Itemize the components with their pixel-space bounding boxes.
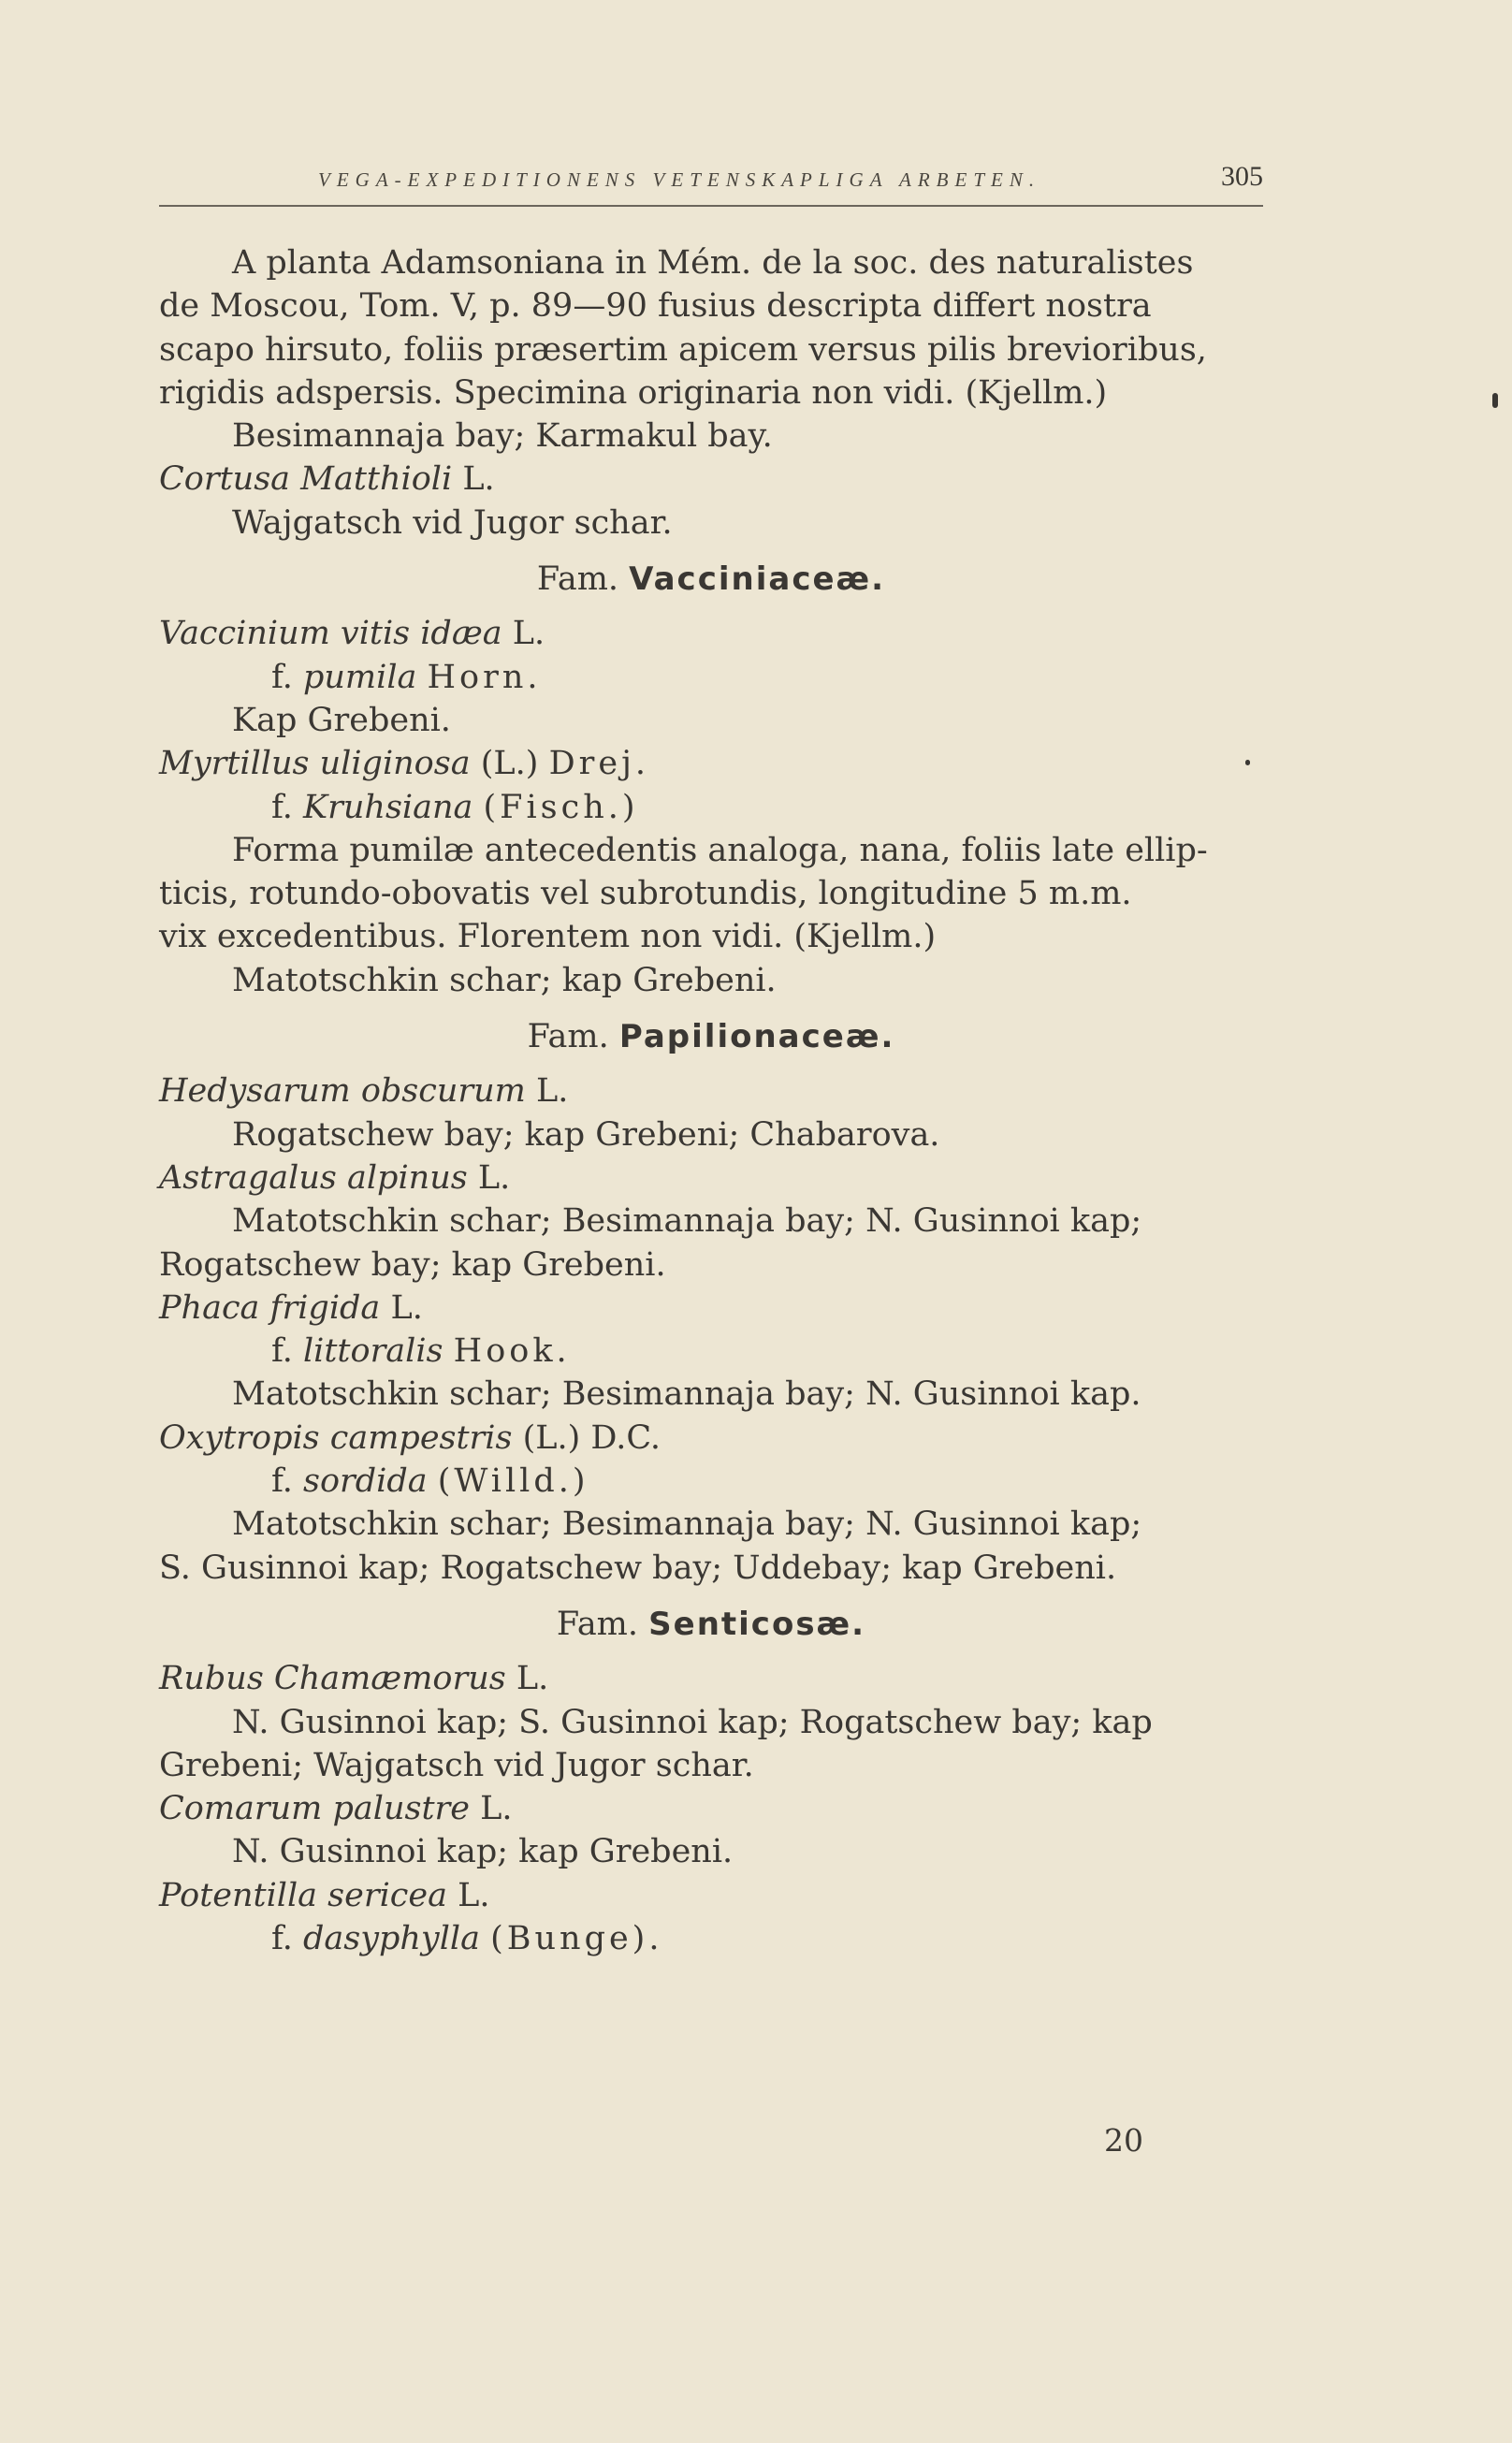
page-number: 305 — [1221, 161, 1263, 192]
species-name: Oxytropis campestris — [159, 1418, 513, 1457]
locality-line: Matotschkin schar; Besimannaja bay; N. Gusinnoi kap; — [232, 1202, 1142, 1241]
form-entry — [159, 786, 1263, 829]
species-entry — [159, 612, 1263, 655]
family-heading — [159, 1015, 1263, 1058]
species-entry — [159, 1417, 1263, 1460]
paragraph-line: rigidis adspersis. Specimina originaria non vidi. (Kjellm.) — [159, 373, 1108, 412]
paragraph-line: A planta Adamsoniana in Mém. de la soc. des naturalistes — [232, 244, 1194, 282]
species-entry — [159, 742, 1263, 785]
paragraph-line: scapo hirsuto, foliis præsertim apicem versus pilis brevioribus, — [159, 330, 1207, 369]
locality-line: Rogatschew bay; kap Grebeni; Chabarova. — [232, 1115, 940, 1154]
species-author: L. — [512, 615, 545, 653]
species-author: L. — [480, 1790, 513, 1828]
species-entry — [159, 1287, 1263, 1330]
margin-mark — [1492, 393, 1498, 408]
locality-line: Wajgatsch vid Jugor schar. — [232, 503, 673, 542]
species-name: Rubus Chamæmorus — [159, 1660, 506, 1698]
form-marker: f. — [271, 788, 293, 826]
header-rule — [159, 205, 1263, 207]
family-label: Fam. — [527, 1018, 609, 1056]
description-line: Forma pumilæ antecedentis analoga, nana, foliis late ellip- — [232, 831, 1208, 869]
form-marker: f. — [271, 658, 293, 696]
locality-line: N. Gusinnoi kap; S. Gusinnoi kap; Rogatschew bay; kap — [232, 1703, 1153, 1741]
species-author: L. — [462, 460, 495, 499]
family-heading — [159, 1603, 1263, 1646]
species-entry — [159, 1787, 1263, 1830]
family-name: Senticosæ. — [648, 1605, 866, 1643]
form-entry — [159, 656, 1263, 699]
locality-line: Matotschkin schar; Besimannaja bay; N. Gusinnoi kap. — [232, 1375, 1141, 1414]
form-marker: f. — [271, 1332, 293, 1371]
signature-number: 20 — [1104, 2122, 1143, 2159]
form-author: Horn. — [427, 658, 542, 696]
species-entry — [159, 1657, 1263, 1700]
species-author: L. — [516, 1660, 549, 1698]
form-marker: f. — [271, 1919, 293, 1957]
paragraph-line: de Moscou, Tom. V, p. 89—90 fusius descripta differt nostra — [159, 287, 1152, 326]
locality-line: Kap Grebeni. — [232, 701, 451, 739]
form-entry — [159, 1460, 1263, 1503]
family-name: Papilionaceæ. — [618, 1018, 895, 1056]
form-name: Kruhsiana — [302, 788, 473, 826]
species-author: L. — [536, 1072, 569, 1111]
form-name: littoralis — [302, 1332, 443, 1371]
species-name: Cortusa Matthioli — [159, 460, 453, 499]
family-label: Fam. — [536, 560, 619, 599]
family-heading — [159, 558, 1263, 601]
species-name: Comarum palustre — [159, 1790, 470, 1828]
form-name: pumila — [302, 658, 417, 696]
locality-line: N. Gusinnoi kap; kap Grebeni. — [232, 1833, 734, 1871]
species-author: (L.) D.C. — [522, 1418, 661, 1457]
locality-line: Besimannaja bay; Karmakul bay. — [232, 417, 773, 456]
species-entry — [159, 1069, 1263, 1112]
page-body — [159, 241, 1263, 1960]
family-name: Vacciniaceæ. — [629, 560, 886, 599]
form-author: Hook. — [453, 1332, 571, 1371]
species-name: Astragalus alpinus — [159, 1158, 468, 1197]
form-author: (Fisch.) — [483, 788, 639, 826]
species-name: Vaccinium vitis idæa — [159, 615, 502, 653]
description-line: vix excedentibus. Florentem non vidi. (Kjellm.) — [159, 918, 937, 956]
form-name: dasyphylla — [302, 1919, 480, 1957]
description-line: ticis, rotundo-obovatis vel subrotundis, longitudine 5 m.m. — [159, 875, 1132, 913]
form-name: sordida — [302, 1462, 428, 1501]
form-entry — [159, 1917, 1263, 1960]
species-author: L. — [458, 1876, 490, 1914]
species-name: Hedysarum obscurum — [159, 1072, 526, 1111]
species-name: Potentilla sericea — [159, 1876, 447, 1914]
running-title: VEGA-EXPEDITIONENS VETENSKAPLIGA ARBETEN. — [318, 168, 1041, 191]
locality-line: Grebeni; Wajgatsch vid Jugor schar. — [159, 1746, 754, 1784]
species-name: Phaca frigida — [159, 1288, 381, 1327]
species-entry — [159, 458, 1263, 501]
locality-line: S. Gusinnoi kap; Rogatschew bay; Uddebay; kap Grebeni. — [159, 1549, 1117, 1587]
species-entry — [159, 1874, 1263, 1917]
species-entry — [159, 1156, 1263, 1200]
species-author: Drej. — [548, 745, 650, 783]
running-header — [159, 161, 1263, 198]
form-author: (Willd.) — [437, 1462, 589, 1501]
species-author: L. — [477, 1158, 511, 1197]
locality-line: Matotschkin schar; kap Grebeni. — [232, 961, 777, 999]
form-marker: f. — [271, 1462, 293, 1501]
species-name: Myrtillus uliginosa — [159, 745, 471, 783]
form-author: (Bunge). — [490, 1919, 663, 1957]
form-entry — [159, 1330, 1263, 1373]
locality-line: Matotschkin schar; Besimannaja bay; N. Gusinnoi kap; — [232, 1505, 1142, 1544]
species-author: (L.) — [480, 745, 539, 783]
species-author: L. — [390, 1288, 423, 1327]
family-label: Fam. — [556, 1605, 638, 1643]
locality-line: Rogatschew bay; kap Grebeni. — [159, 1245, 666, 1284]
